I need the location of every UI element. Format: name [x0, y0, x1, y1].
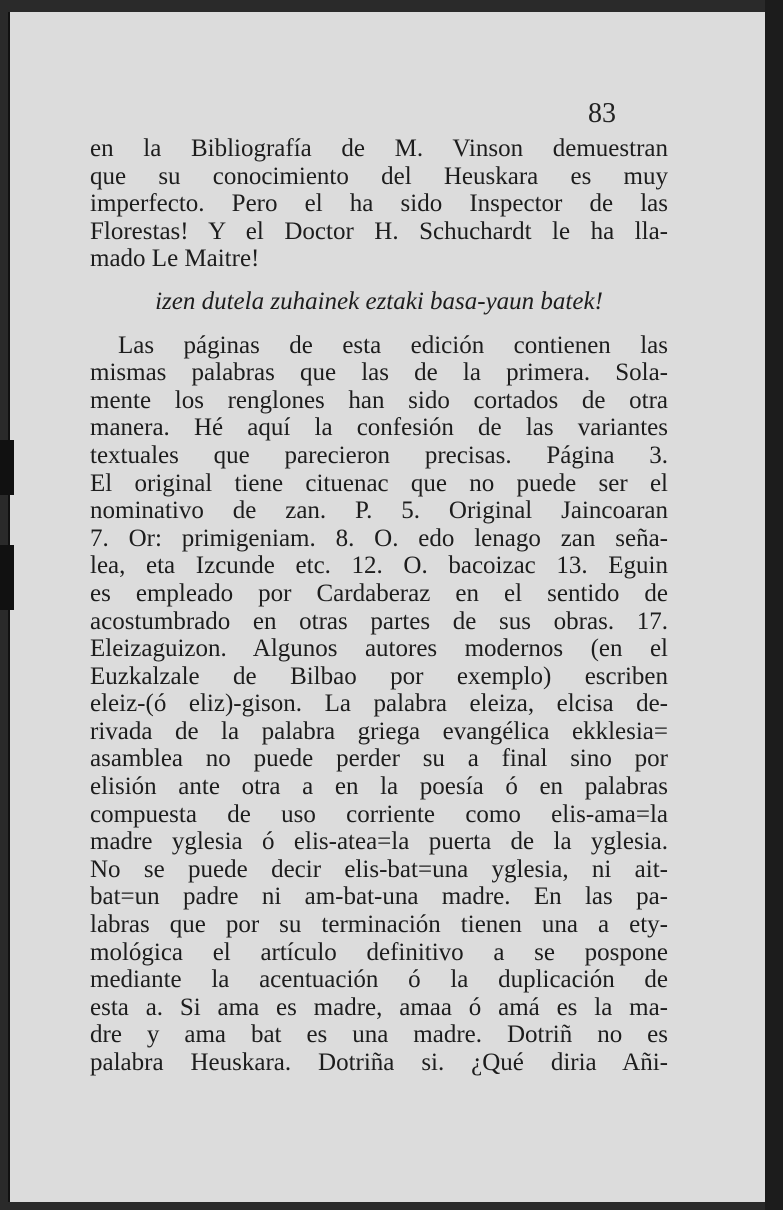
text-line: es empleado por Cardaberaz en el sentido de [90, 579, 668, 607]
text-line: No se puede decir elis-bat=una yglesia, ni ait- [90, 855, 668, 883]
text-line: acostumbrado en otras partes de sus obras. 17. [90, 607, 668, 635]
text-line: manera. Hé aquí la confesión de las variantes [90, 414, 668, 442]
text-line: imperfecto. Pero el ha sido Inspector de las [90, 190, 668, 218]
text-line: en la Bibliografía de M. Vinson demuestran [90, 135, 668, 162]
text-line: asamblea no puede perder su a final sino por [90, 745, 668, 773]
page-number: 83 [588, 98, 616, 129]
text-line: elisión ante otra a en la poesía ó en palabras [90, 773, 668, 801]
text-line: mente los renglones han sido cortados de otra [90, 386, 668, 414]
text-line: esta a. Si ama es madre, amaa ó amá es la ma- [90, 993, 668, 1021]
text-line: rivada de la palabra griega evangélica ekklesia= [90, 717, 668, 745]
page-edge-shadow [765, 0, 783, 1210]
text-line: textuales que parecieron precisas. Página 3. [90, 441, 668, 469]
text-line: mismas palabras que las de la primera. Sola- [90, 359, 668, 387]
text-line: dre y ama bat es una madre. Dotriñ no es [90, 1021, 668, 1049]
text-line: compuesta de uso corriente como elis-ama=la [90, 800, 668, 828]
text-line: 7. Or: primigeniam. 8. O. edo lenago zan seña- [90, 524, 668, 552]
text-line: que su conocimiento del Heuskara es muy [90, 162, 668, 190]
text-line: nominativo de zan. P. 5. Original Jaincoaran [90, 497, 668, 525]
text-line: mediante la acentuación ó la duplicación de [90, 966, 668, 994]
body-text [90, 135, 668, 1077]
text-line: labras que por su terminación tienen una a ety- [90, 911, 668, 939]
text-line: mológica el artículo definitivo a se pospone [90, 938, 668, 966]
text-line: Eleizaguizon. Algunos autores modernos (en el [90, 635, 668, 663]
text-line: Euzkalzale de Bilbao por exemplo) escriben [90, 662, 668, 690]
text-line: lea, eta Izcunde etc. 12. O. bacoizac 13. Eguin [90, 552, 668, 580]
text-line: mado Le Maitre! [90, 245, 260, 273]
text-line: El original tiene cituenac que no puede ser el [90, 469, 668, 497]
text-line: bat=un padre ni am-bat-una madre. En las pa- [90, 883, 668, 911]
binding-mark [0, 440, 14, 495]
text-line: palabra Heuskara. Dotriña si. ¿Qué diria Añi- [90, 1049, 668, 1076]
text-line: madre yglesia ó elis-atea=la puerta de la yglesia. [90, 828, 668, 856]
verse-line: izen dutela zuhainek eztaki basa-yaun batek! [155, 287, 603, 315]
binding-mark [0, 545, 14, 610]
text-line: eleiz-(ó eliz)-gison. La palabra eleiza, elcisa de- [90, 690, 668, 718]
text-line: Las páginas de esta edición contienen las [118, 331, 668, 359]
text-line: Florestas! Y el Doctor H. Schuchardt le ha lla- [90, 217, 668, 245]
